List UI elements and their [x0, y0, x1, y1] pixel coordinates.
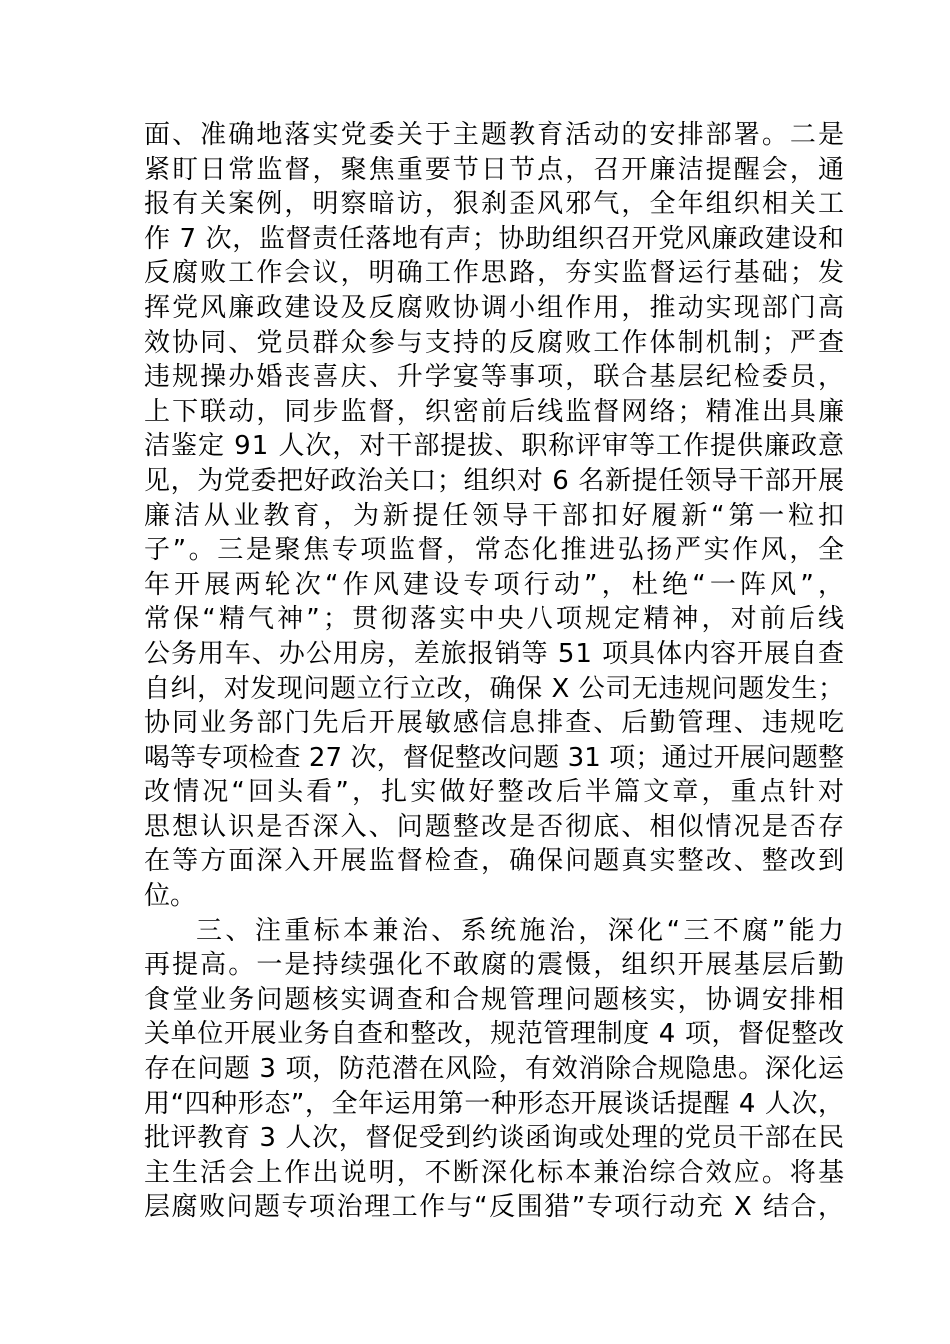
text-line: 关单位开展业务自查和整改，规范管理制度 4 项，督促整改 [144, 1019, 845, 1050]
text-line: 报有关案例，明察暗访，狠刹歪风邪气，全年组织相关工 [144, 189, 847, 220]
text-line: 改情况“回头看”，扎实做好整改后半篇文章，重点针对 [144, 777, 848, 808]
text-line: 存在问题 3 项，防范潜在风险，有效消除合规隐患。深化运 [144, 1054, 845, 1085]
text-line: 廉洁从业教育，为新提任领导干部扣好履新“第一粒扣 [144, 500, 848, 531]
text-line: 反腐败工作会议，明确工作思路，夯实监督运行基础；发 [144, 258, 847, 289]
text-line: 用“四种形态”，全年运用第一种形态开展谈话提醒 4 人次， [144, 1088, 845, 1119]
text-line: 效协同、党员群众参与支持的反腐败工作体制机制；严查 [144, 327, 847, 358]
text-line: 年开展两轮次“作风建设专项行动”，杜绝“一阵风”， [144, 569, 849, 600]
text-line: 紧盯日常监督，聚焦重要节日节点，召开廉洁提醒会，通 [144, 154, 847, 185]
text-line: 自纠，对发现问题立行立改，确保 X 公司无违规问题发生； [144, 673, 845, 704]
text-line: 上下联动，同步监督，织密前后线监督网络；精准出具廉 [144, 396, 847, 427]
text-line: 主生活会上作出说明，不断深化标本兼治综合效应。将基 [144, 1157, 847, 1188]
text-line: 在等方面深入开展监督检查，确保问题真实整改、整改到 [144, 846, 847, 877]
text-line: 思想认识是否深入、问题整改是否彻底、相似情况是否存 [144, 811, 847, 842]
text-line: 违规操办婚丧喜庆、升学宴等事项，联合基层纪检委员， [144, 362, 847, 393]
text-line: 洁鉴定 91 人次，对干部提拔、职称评审等工作提供廉政意 [144, 431, 845, 462]
text-line: 再提高。一是持续强化不敢腐的震慑，组织开展基层后勤 [144, 950, 847, 981]
text-line: 食堂业务问题核实调查和合规管理问题核实，协调安排相 [144, 984, 847, 1015]
text-line: 层腐败问题专项治理工作与“反围猎”专项行动充 X 结合， [144, 1192, 846, 1223]
body-text [144, 118, 849, 1225]
text-line: 协同业务部门先后开展敏感信息排查、后勤管理、违规吃 [144, 708, 847, 739]
text-line: 喝等专项检查 27 次，督促整改问题 31 项；通过开展问题整 [144, 742, 845, 773]
text-line: 常保“精气神”；贯彻落实中央八项规定精神，对前后线 [144, 604, 848, 635]
text-line: 公务用车、办公用房，差旅报销等 51 项具体内容开展自查 [144, 638, 845, 669]
text-line: 作 7 次，监督责任落地有声；协助组织召开党风廉政建设和 [144, 223, 845, 254]
text-line: 子”。三是聚焦专项监督，常态化推进弘扬严实作风，全 [144, 535, 847, 566]
text-line: 面、准确地落实党委关于主题教育活动的安排部署。二是 [144, 120, 847, 150]
section-heading-line: 三、注重标本兼治、系统施治，深化“三不腐”能力 [196, 915, 848, 946]
text-line: 挥党风廉政建设及反腐败协调小组作用，推动实现部门高 [144, 292, 847, 323]
text-line: 批评教育 3 人次，督促受到约谈函询或处理的党员干部在民 [144, 1123, 845, 1154]
text-line: 位。 [144, 881, 197, 912]
text-line: 见，为党委把好政治关口；组织对 6 名新提任领导干部开展 [144, 465, 845, 496]
